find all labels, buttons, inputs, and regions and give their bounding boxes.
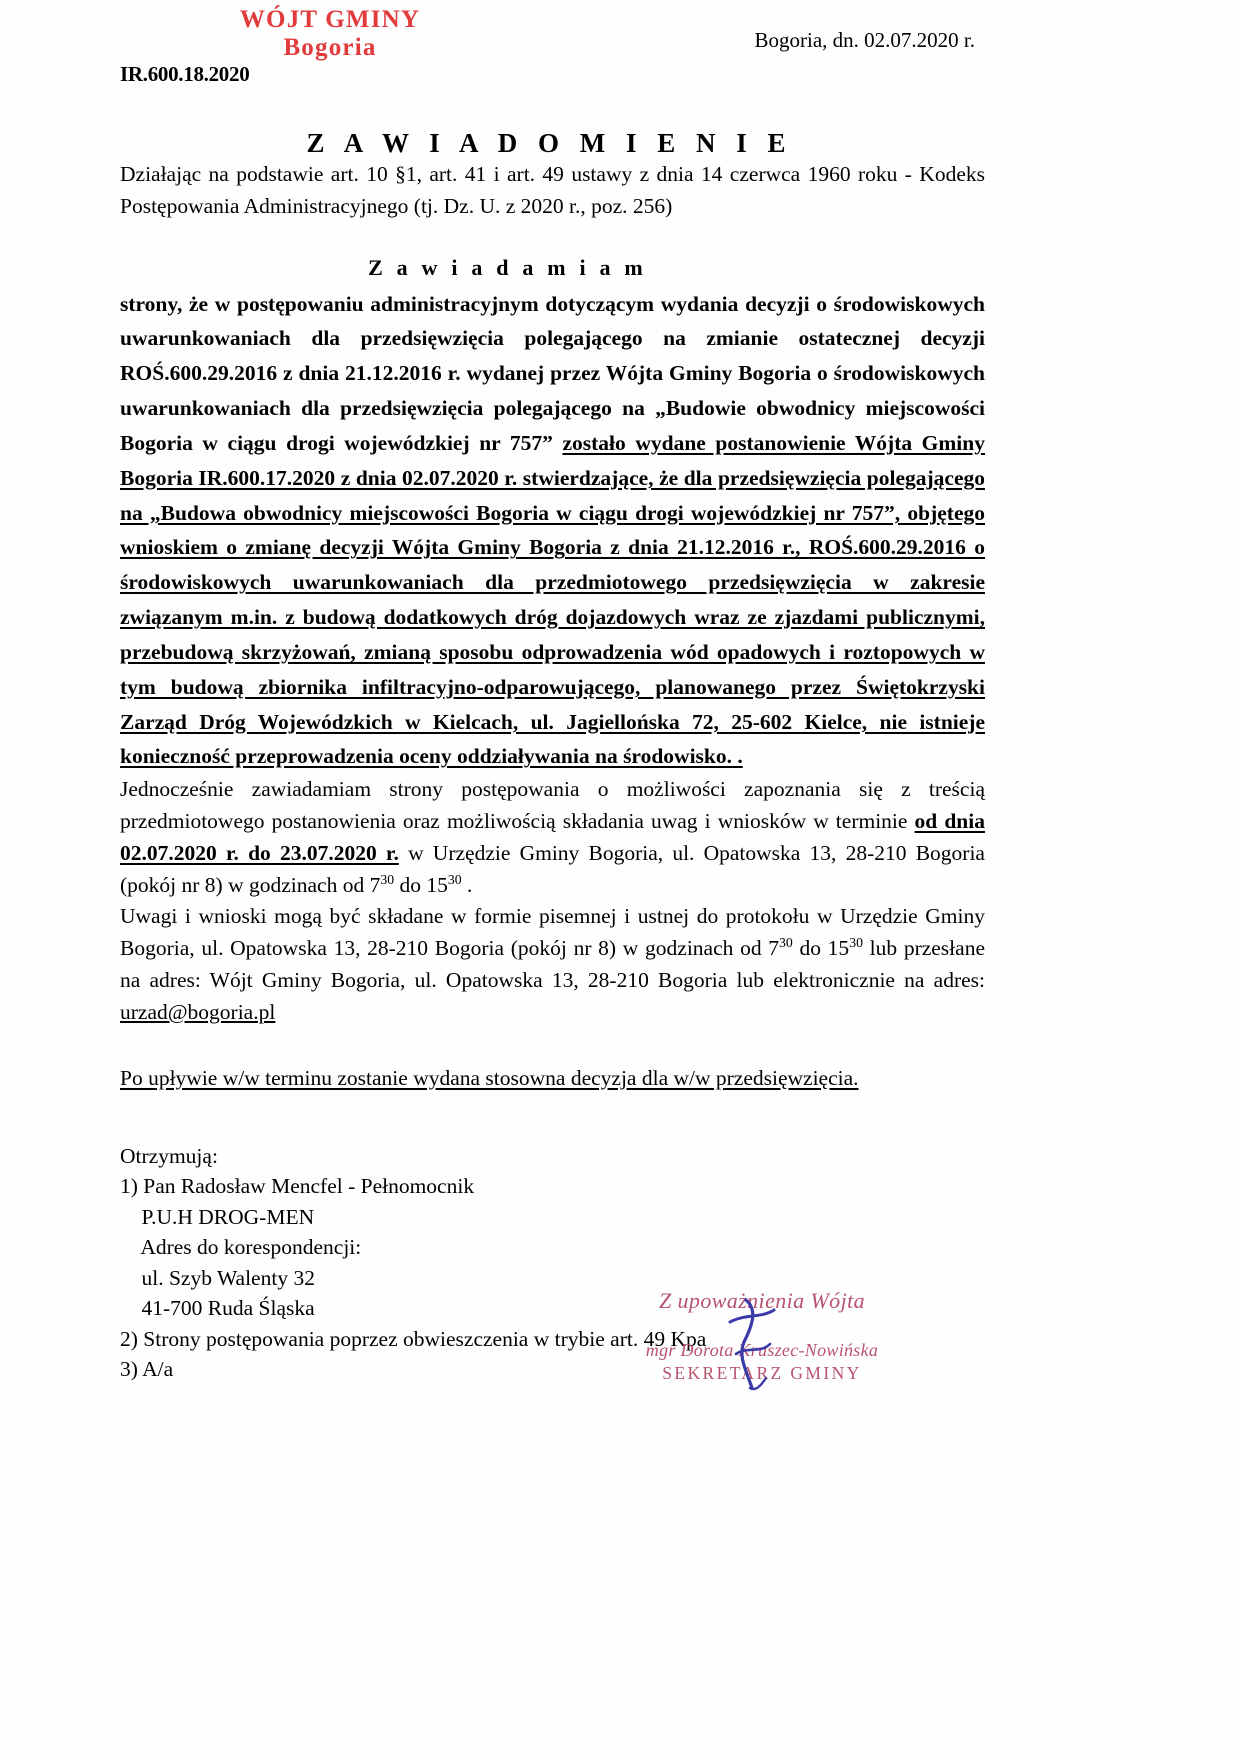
notice-paragraph: [120, 774, 985, 901]
comments-paragraph: [120, 901, 985, 1028]
recipients-heading: Otrzymują:: [120, 1143, 218, 1168]
recipient-item: 1) Pan Radosław Mencfel - Pełnomocnik: [120, 1174, 475, 1199]
recipient-item: 3) A/a: [120, 1357, 174, 1382]
recipient-item: ul. Szyb Walenty 32: [120, 1265, 315, 1290]
notice-deadline-range: od dnia 02.07.2020 r. do 23.07.2020 r.: [120, 809, 985, 865]
office-stamp: [180, 6, 480, 62]
body-plain-text: strony, że w postępowaniu administracyjnym dotyczącym wydania decyzji o środowiskowych uwarunkowaniach dla przedsięwzięcia polegającego na zmianie ostatecznej decyzji ROŚ.600.29.2016 z dnia 21.12.2016 r. wydanej przez Wójta Gminy Bogoria o środowiskowych uwarunkowaniach dla przedsięwzięcia polegającego na „Budowie obwodnicy miejscowości Bogoria w ciągu drogi wojewódzkiej nr 757”: [120, 291, 985, 455]
legal-basis-paragraph: Działając na podstawie art. 10 §1, art. 41 i art. 49 ustawy z dnia 14 czerwca 1960 roku - Kodeks Postępowania Administracyjnego (tj. Dz. U. z 2020 r., poz. 256): [120, 162, 985, 218]
notice-time-from-minutes: 30: [380, 871, 395, 887]
comments-segment-2: do 15: [792, 936, 850, 961]
signature-name: mgr Dorota Kruszec-Nowińska: [645, 1340, 879, 1360]
comments-time-to-minutes: 30: [849, 935, 863, 951]
body-underlined-text: zostało wydane postanowienie Wójta Gminy Bogoria IR.600.17.2020 z dnia 02.07.2020 r. stwierdzające, że dla przedsięwzięcia polegającego na „Budowa obwodnicy miejscowości Bogoria w ciągu drogi wojewódzkiej nr 757”, objętego wnioskiem o zmianę decyzji Wójta Gminy Bogoria z dnia 21.12.2016 r., ROŚ.600.29.2016 o środowiskowych uwarunkowaniach dla przedmiotowego przedsięwzięcia w zakresie związanym m.in. z budową dodatkowych dróg dojazdowych wraz ze zjazdami publicznymi, przebudową skrzyżowań, zmianą sposobu odprowadzenia wód opadowych i roztopowych w tym budową zbiornika infiltracyjno-odparowującego, planowanego przez Świętokrzyski Zarząd Dróg Wojewódzkich w Kielcach, ul. Jagiellońska 72, 25-602 Kielce, nie istnieje konieczność przeprowadzenia oceny oddziaływania na środowisko. .: [120, 430, 985, 769]
notice-segment-5: .: [461, 872, 473, 897]
main-body-paragraph: [120, 287, 985, 775]
notice-segment-1: Jednocześnie zawiadamiam strony postępowania o możliwości zapoznania się z treścią przedmiotowego postanowienia oraz możliwością składania uwag i wniosków w terminie: [120, 777, 985, 834]
notice-segment-4: do 15: [394, 872, 448, 897]
stamp-line-2: Bogoria: [283, 34, 377, 61]
place-and-date: Bogoria, dn. 02.07.2020 r.: [754, 28, 975, 52]
zawiadamiam-heading: Z a w i a d a m i a m: [368, 254, 647, 280]
comments-time-from-minutes: 30: [779, 935, 793, 951]
document-header: [120, 0, 985, 100]
signature-block: [612, 1288, 912, 1384]
stamp-line-1: WÓJT GMINY: [239, 6, 421, 33]
notice-segment-3: w Urzędzie Gminy Bogoria, ul. Opatowska 13, 28-210 Bogoria (pokój nr 8) w godzinach od 7: [120, 840, 985, 897]
recipient-item: Adres do korespondencji:: [120, 1235, 362, 1260]
case-number: IR.600.18.2020: [120, 62, 250, 86]
email-link[interactable]: urzad@bogoria.pl: [120, 999, 276, 1024]
recipient-item: 41-700 Ruda Śląska: [120, 1296, 315, 1321]
document-content: [120, 0, 985, 1385]
recipient-item: 2) Strony postępowania poprzez obwieszczenia w trybie art. 49 Kpa: [120, 1326, 707, 1351]
comments-segment-3: lub przesłane na adres: Wójt Gminy Bogoria, ul. Opatowska 13, 28-210 Bogoria lub elektronicznie na adres:: [120, 936, 985, 993]
comments-segment-1: Uwagi i wnioski mogą być składane w formie pisemnej i ustnej do protokołu w Urzędzie Gminy Bogoria, ul. Opatowska 13, 28-210 Bogoria (pokój nr 8) w godzinach od 7: [120, 904, 985, 961]
page-title: Z A W I A D O M I E N I E: [306, 128, 793, 158]
signature-position: SEKRETARZ GMINY: [662, 1363, 862, 1383]
signature-authority-line: Z upoważnienia Wójta: [658, 1288, 865, 1313]
notice-time-to-minutes: 30: [447, 871, 462, 887]
closing-paragraph: Po upływie w/w terminu zostanie wydana stosowna decyzja dla w/w przedsięwzięcia.: [120, 1065, 859, 1090]
recipient-item: P.U.H DROG-MEN: [120, 1204, 315, 1229]
